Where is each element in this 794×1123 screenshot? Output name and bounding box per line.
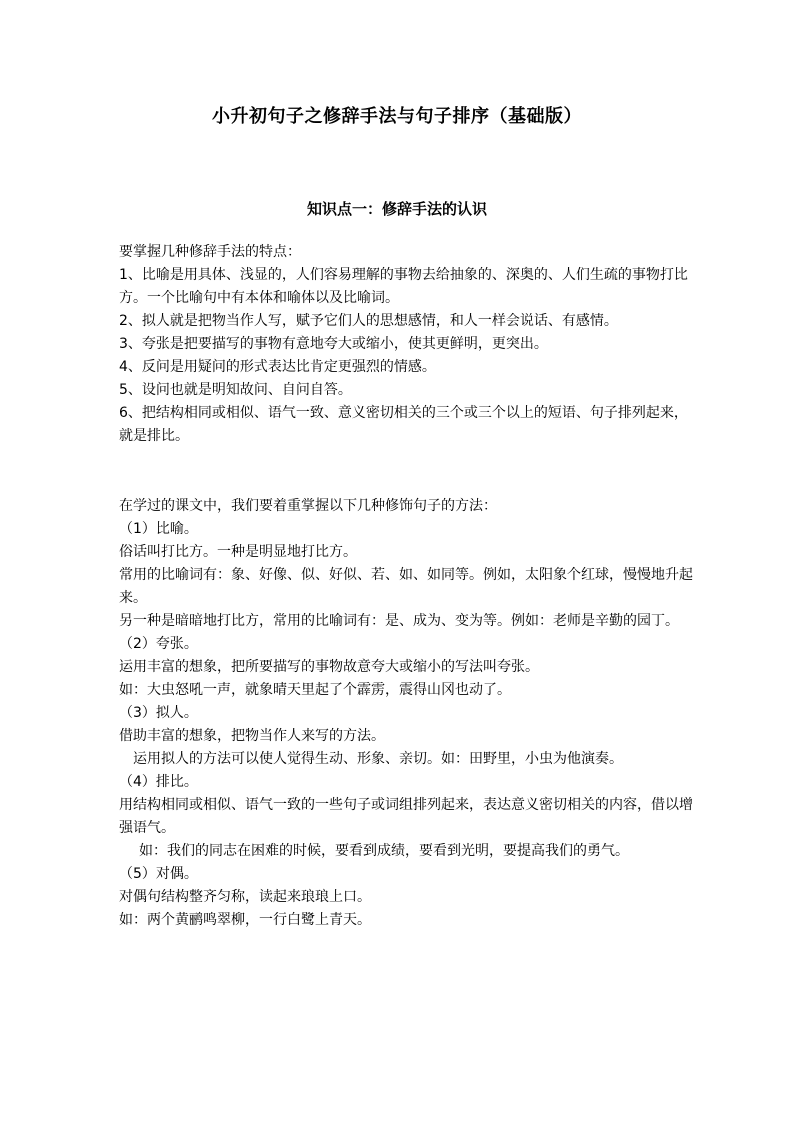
methods-line: 用结构相同或相似、语气一致的一些句子或词组排列起来，表达意义密切相关的内容，借以增强语气。: [119, 797, 693, 836]
methods-line: 在学过的课文中，我们要着重掌握以下几种修饰句子的方法：: [119, 498, 497, 514]
methods-line: （5）对偶。: [119, 866, 198, 882]
methods-line: 俗话叫打比方。一种是明显地打比方。: [119, 544, 357, 560]
methods-line: 如：大虫怒吼一声，就象晴天里起了个霹雳，震得山冈也动了。: [119, 682, 511, 698]
section-heading: 知识点一：修辞手法的认识: [306, 200, 487, 218]
intro-line: 6、把结构相同或相似、语气一致、意义密切相关的三个或三个以上的短语、句子排列起来，就是排比。: [119, 405, 688, 444]
methods-line: 运用拟人的方法可以使人觉得生动、形象、亲切。如：田野里，小虫为他演奏。: [133, 751, 623, 767]
methods-line: 另一种是暗暗地打比方，常用的比喻词有：是、成为、变为等。例如：老师是辛勤的园丁。: [119, 613, 679, 629]
methods-line: （3）拟人。: [119, 705, 198, 721]
intro-line: 3、夸张是把要描写的事物有意地夸大或缩小，使其更鲜明，更突出。: [119, 336, 548, 352]
methods-line: 运用丰富的想象，把所要描写的事物故意夸大或缩小的写法叫夸张。: [119, 659, 539, 675]
methods-line: 常用的比喻词有：象、好像、似、好似、若、如、如同等。例如，太阳象个红球，慢慢地升起来。: [119, 567, 693, 606]
intro-line: 5、设问也就是明知故问、自问自答。: [119, 382, 352, 398]
methods-line: 对偶句结构整齐匀称，读起来琅琅上口。: [119, 889, 371, 905]
intro-line: 2、拟人就是把物当作人写，赋予它们人的思想感情，和人一样会说话、有感情。: [119, 313, 618, 329]
methods-line: （1）比喻。: [119, 521, 198, 537]
rhetoric-intro-block: [119, 241, 694, 448]
intro-line: 1、比喻是用具体、浅显的，人们容易理解的事物去给抽象的、深奥的、人们生疏的事物打比方。一个比喻句中有本体和喻体以及比喻词。: [119, 267, 688, 306]
intro-line: 要掌握几种修辞手法的特点：: [119, 244, 301, 260]
rhetoric-methods-block: [119, 495, 694, 932]
methods-line: 如：两个黄鹂鸣翠柳，一行白鹭上青天。: [119, 912, 371, 928]
methods-line: 如：我们的同志在困难的时候，要看到成绩，要看到光明，要提高我们的勇气。: [139, 843, 629, 859]
methods-line: 借助丰富的想象，把物当作人来写的方法。: [119, 728, 385, 744]
methods-line: （2）夸张。: [119, 636, 198, 652]
methods-line: （4）排比。: [119, 774, 198, 790]
document-title: 小升初句子之修辞手法与句子排序（基础版）: [212, 106, 582, 127]
intro-line: 4、反问是用疑问的形式表达比肯定更强烈的情感。: [119, 359, 436, 375]
